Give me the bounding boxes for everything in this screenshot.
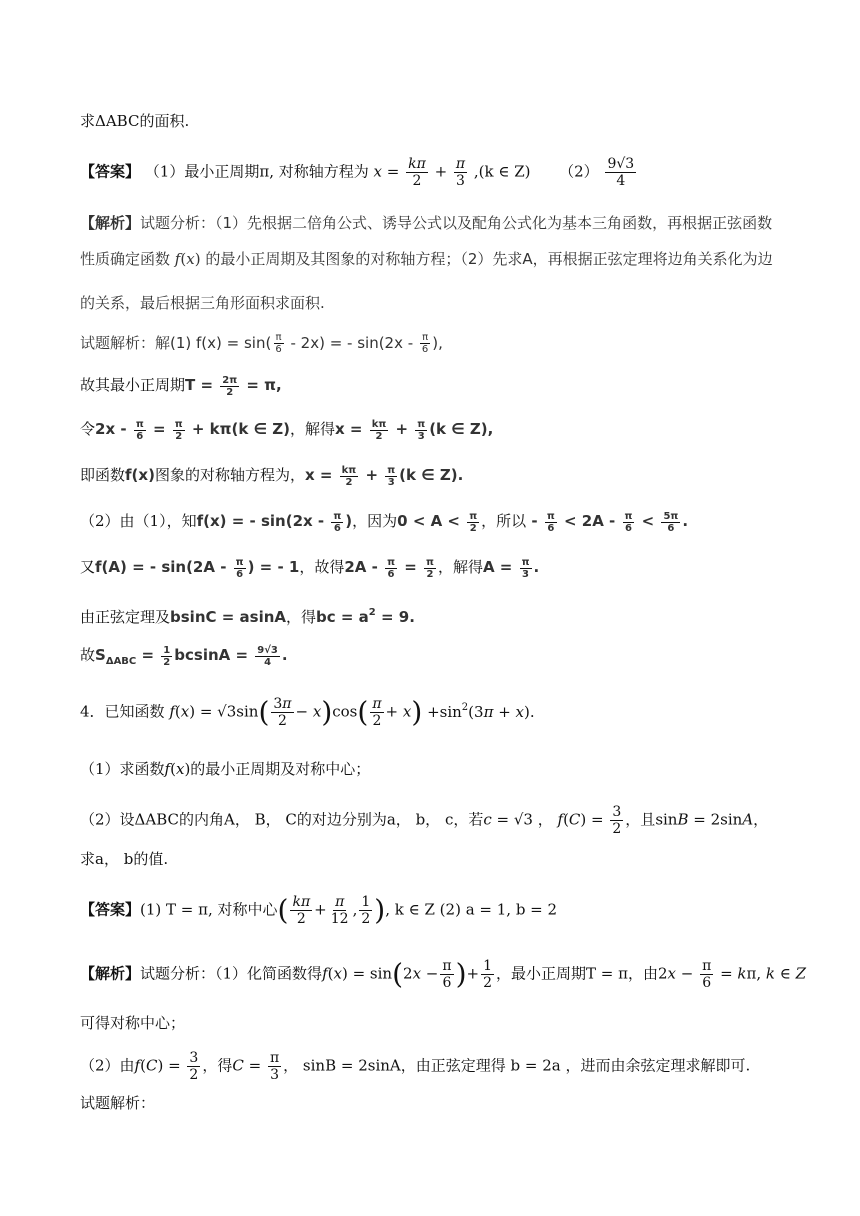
solution-3: 令2x - $\frac{\pi}{6}$ = $\frac{\pi}{2}$ + kπ(k ∈ Z)，解得x = $\frac{k\pi}{2}$ + $\frac{\pi}{3}$ (k ∈ Z),	[80, 418, 494, 442]
line-area-question: 求ΔABC的面积.	[80, 112, 190, 130]
explanation-2: 性质确定函数 f(x) 的最小正周期及其图象的对称轴方程；（2）先求A，再根据正弦定理将边角关系化为边	[80, 250, 773, 268]
solution-8: 故$S_{\Delta ABC}$ = $\frac{1}{2}$ bcsinA = $\frac{9√3}{4}$ .	[80, 644, 288, 668]
solution-5: （2）由（1），知f(x) = - sin(2x - $\frac{\pi}{6}$ )，因为0 < A < $\frac{\pi}{2}$ ，所以 - $\frac{\pi}{6}$ < 2A - $\frac{\pi}{6}$ < $\frac{5\pi}{6}$ .	[80, 510, 689, 534]
solution-7: 由正弦定理及bsinC = asinA，得bc = $a^2 = 9$.	[80, 607, 415, 626]
solution-1: 试题解析：解(1) f(x) = sin( $\frac{\pi}{6}$ - 2x) = - sin(2x - $\frac{\pi}{6}$ ),	[80, 332, 443, 355]
solution-2: 故其最小正周期T = $\frac{2\pi}{2}$ = π,	[80, 374, 282, 398]
solution-6: 又f(A) = - sin(2A - $\frac{\pi}{6}$ ) = - 1，故得2A - $\frac{\pi}{6}$ = $\frac{\pi}{2}$ ，解得A = $\frac{\pi}{3}$ .	[80, 556, 540, 580]
explanation-4-1: 【解析】试题分析：（1）化简函数得f(x) = sin(2x − $\frac{\pi}{6}$ )+ $\frac{1}{2}$ ，最小正周期T = π，由2x − $\frac{\pi}{6}$ = kπ, k ∈ Z	[80, 957, 807, 991]
explanation-4-4: 试题解析：	[80, 1094, 156, 1112]
question-4-part1: （1）求函数f(x)的最小正周期及对称中心；	[80, 760, 371, 778]
explanation-3: 的关系，最后根据三角形面积求面积.	[80, 294, 325, 312]
question-4: 4．已知函数 f(x) = √3sin( $\frac{3\pi}{2}$ − x)cos( $\frac{\pi}{2}$ + $x) +\sin^2(3\pi + x)$.	[80, 695, 535, 729]
question-4-part2: （2）设ΔABC的内角A， B， C的对边分别为a， b， c，若c = √3 ， f(C) = $\frac{3}{2}$ ，且sinB = 2sinA，	[80, 804, 769, 837]
question-4-part3: 求a， b的值.	[80, 850, 169, 868]
explanation-4-3: （2）由f(C) = $\frac{3}{2}$ ，得C = $\frac{\pi}{3}$ ， sinB = 2sinA，由正弦定理得 b = 2a ，进而由余弦定理求解即可.	[80, 1050, 751, 1083]
explanation-4-2: 可得对称中心；	[80, 1014, 186, 1032]
explanation-1: 【解析】试题分析：（1）先根据二倍角公式、诱导公式以及配角公式化为基本三角函数，再根据正弦函数	[80, 214, 773, 232]
answer-4: 【答案】(1) T = π, 对称中心( $\frac{k\pi}{2}$ + $\frac{\pi}{12}$ , $\frac{1}{2}$ ), k ∈ Z (2) a = 1, b = 2	[80, 893, 558, 927]
solution-4: 即函数f(x)图象的对称轴方程为，x = $\frac{k\pi}{2}$ + $\frac{\pi}{3}$ (k ∈ Z).	[80, 464, 464, 488]
answer-line: 【答案】 （1）最小正周期π, 对称轴方程为 x = $\frac{k\pi}{2}$ + $\frac{\pi}{3}$ ,(k ∈ Z) （2） $\frac{9√3}{4}$	[80, 156, 635, 189]
